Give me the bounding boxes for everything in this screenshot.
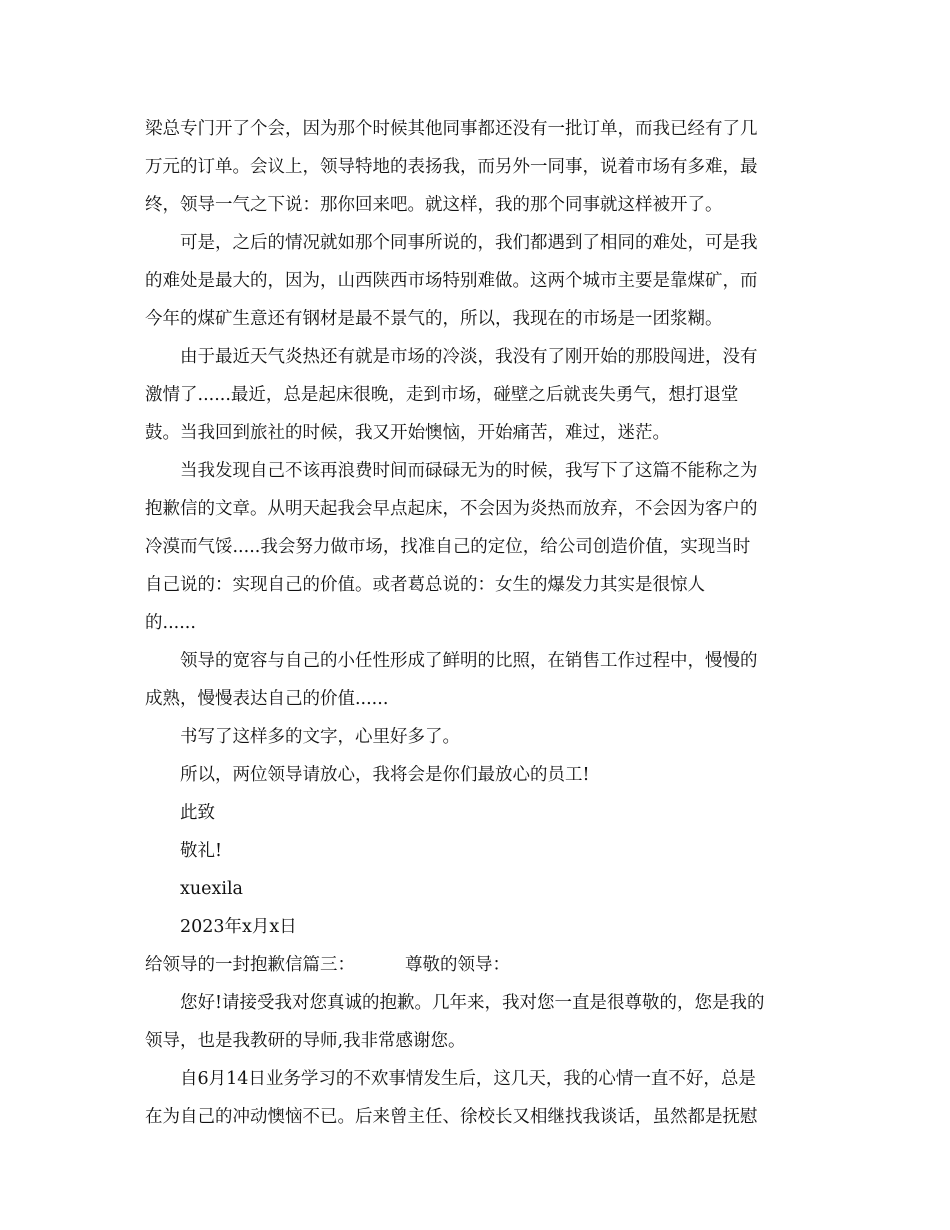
section-heading — [145, 946, 805, 984]
section-salutation: 尊敬的领导： — [405, 955, 510, 975]
paragraph-line: 鼓。当我回到旅社的时候，我又开始懊恼，开始痛苦，难过，迷茫。 — [145, 423, 670, 443]
paragraph-line: 冷漠而气馁.....我会努力做市场，找准自己的定位，给公司创造价值，实现当时 — [145, 537, 751, 557]
paragraph-line: 您好!请接受我对您真诚的抱歉。几年来，我对您一直是很尊敬的，您是我的 — [180, 993, 765, 1013]
date-line: 2023年x月x日 — [180, 917, 297, 937]
paragraph-line: 领导，也是我教研的导师,我非常感谢您。 — [145, 1031, 466, 1051]
document-body — [145, 110, 805, 1136]
paragraph-line: 所以，两位领导请放心，我将会是你们最放心的员工! — [180, 765, 590, 785]
paragraph-line: 今年的煤矿生意还有钢材是最不景气的，所以，我现在的市场是一团浆糊。 — [145, 309, 723, 329]
paragraph-line: 梁总专门开了个会，因为那个时候其他同事都还没有一批订单，而我已经有了几 — [145, 119, 758, 139]
paragraph-line: 抱歉信的文章。从明天起我会早点起床，不会因为炎热而放弃，不会因为客户的 — [145, 499, 758, 519]
paragraph-line: 的...... — [145, 613, 196, 633]
signature-line: xuexila — [180, 879, 243, 899]
paragraph-line: 可是，之后的情况就如那个同事所说的，我们都遇到了相同的难处，可是我 — [180, 233, 758, 253]
closing-line: 敬礼! — [180, 841, 223, 861]
paragraph-line: 在为自己的冲动懊恼不已。后来曾主任、徐校长又相继找我谈话，虽然都是抚慰 — [145, 1107, 758, 1127]
paragraph-line: 自己说的：实现自己的价值。或者葛总说的：女生的爆发力其实是很惊人 — [145, 575, 705, 595]
paragraph-line: 当我发现自己不该再浪费时间而碌碌无为的时候，我写下了这篇不能称之为 — [180, 461, 758, 481]
closing-line: 此致 — [180, 803, 215, 823]
paragraph-line: 由于最近天气炎热还有就是市场的冷淡，我没有了刚开始的那股闯进，没有 — [180, 347, 758, 367]
paragraph-line: 万元的订单。会议上，领导特地的表扬我，而另外一同事，说着市场有多难，最 — [145, 157, 758, 177]
paragraph-line: 激情了......最近，总是起床很晚，走到市场，碰壁之后就丧失勇气，想打退堂 — [145, 385, 739, 405]
paragraph-line: 书写了这样多的文字，心里好多了。 — [180, 727, 460, 747]
paragraph-line: 的难处是最大的，因为，山西陕西市场特别难做。这两个城市主要是靠煤矿，而 — [145, 271, 758, 291]
paragraph-line: 自6月14日业务学习的不欢事情发生后，这几天，我的心情一直不好，总是 — [180, 1069, 756, 1089]
paragraph-line: 领导的宽容与自己的小任性形成了鲜明的比照，在销售工作过程中，慢慢的 — [180, 651, 758, 671]
paragraph-line: 成熟，慢慢表达自己的价值...... — [145, 689, 389, 709]
paragraph-line: 终，领导一气之下说：那你回来吧。就这样，我的那个同事就这样被开了。 — [145, 195, 723, 215]
section-title: 给领导的一封抱歉信篇三： — [145, 955, 355, 975]
